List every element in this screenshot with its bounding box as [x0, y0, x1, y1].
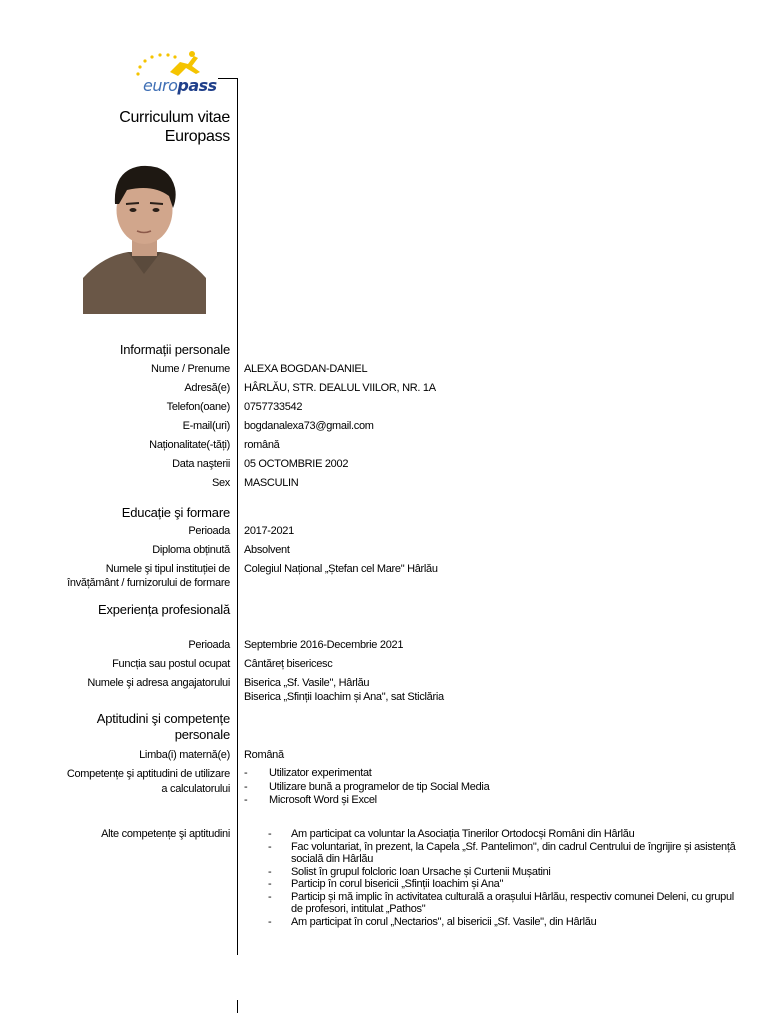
mother-tongue-label: Limba(i) maternă(e) — [139, 749, 230, 761]
list-item: - Am participat în corul „Nectarios", al bisericii „Sf. Vasile", din Hârlău — [268, 916, 738, 929]
position-value: Cântăreț bisericesc — [244, 658, 333, 670]
employer-label: Numele şi adresa angajatorului — [87, 677, 230, 689]
employer-value-line2: Biserica „Sfinții Ioachim și Ana", sat Sticlăria — [244, 691, 444, 703]
section-title-education: Educație şi formare — [121, 505, 230, 520]
list-item: - Fac voluntariat, în prezent, la Capela „Sf. Pantelimon", din cadrul Centrului de îngrijire și asistență socială din Hârlău — [268, 841, 738, 866]
list-item: - Particip în corul bisericii „Sfinții Ioachim și Ana" — [268, 878, 738, 891]
sex-value: MASCULIN — [244, 477, 299, 489]
experience-period-label: Perioada — [188, 639, 230, 651]
institution-label-line2: învățământ / furnizorului de formare — [67, 577, 230, 589]
mother-tongue-value: Română — [244, 749, 284, 761]
diploma-label: Diploma obținută — [152, 544, 230, 556]
list-item: - Am participat ca voluntar la Asociația Tinerilor Ortodocși Români din Hârlău — [268, 828, 738, 841]
employer-value-line1: Biserica „Sf. Vasile", Hârlău — [244, 677, 370, 689]
list-item: - Microsoft Word și Excel — [244, 794, 489, 808]
institution-value: Colegiul Național „Ștefan cel Mare" Hârlău — [244, 563, 438, 575]
list-item: - Utilizare bună a programelor de tip Social Media — [244, 781, 489, 795]
cv-title: Curriculum vitae Europass — [119, 109, 230, 145]
profile-photo — [83, 158, 206, 314]
list-item: - Particip și mă implic în activitatea culturală a orașului Hârlău, respectiv comunei Deleni, cu grupul de profesori, intitulat „Pathos" — [268, 891, 738, 916]
phone-label: Telefon(oane) — [166, 401, 230, 413]
section-title-experience: Experiența profesională — [98, 602, 230, 617]
nationality-label: Naționalitate(-tăți) — [149, 439, 230, 451]
section-title-personal: Informații personale — [119, 342, 230, 357]
education-period-label: Perioada — [188, 525, 230, 537]
section-title-skills: Aptitudini şi competențe personale — [96, 711, 230, 742]
name-label: Nume / Prenume — [151, 363, 230, 375]
other-skills-list — [268, 828, 738, 928]
diploma-value: Absolvent — [244, 544, 290, 556]
nationality-value: română — [244, 439, 280, 451]
sex-label: Sex — [211, 477, 230, 489]
computer-skills-list — [244, 767, 489, 808]
name-value: ALEXA BOGDAN-DANIEL — [244, 363, 368, 375]
email-label: E-mail(uri) — [182, 420, 230, 432]
birthdate-label: Data naşterii — [172, 458, 230, 470]
address-label: Adresă(e) — [184, 382, 230, 394]
list-item: - Utilizator experimentat — [244, 767, 489, 781]
computer-skills-label-line1: Competențe şi aptitudini de utilizare — [66, 768, 230, 780]
position-label: Funcția sau postul ocupat — [112, 658, 230, 670]
education-period-value: 2017-2021 — [244, 525, 294, 537]
footer-divider — [237, 1000, 238, 1013]
address-value: HÂRLĂU, STR. DEALUL VIILOR, NR. 1A — [244, 382, 436, 394]
other-skills-label: Alte competențe şi aptitudini — [101, 828, 230, 840]
phone-value: 0757733542 — [244, 401, 303, 413]
column-divider — [237, 78, 238, 955]
list-item: - Solist în grupul folcloric Ioan Ursache și Curtenii Mușatini — [268, 866, 738, 879]
experience-period-value: Septembrie 2016-Decembrie 2021 — [244, 639, 404, 651]
institution-label-line1: Numele şi tipul instituției de — [105, 563, 230, 575]
europass-wordmark: europass — [143, 76, 217, 95]
computer-skills-label-line2: a calculatorului — [161, 783, 230, 795]
header-rule — [218, 78, 238, 79]
birthdate-value: 05 OCTOMBRIE 2002 — [244, 458, 349, 470]
email-value: bogdanalexa73@gmail.com — [244, 420, 374, 432]
europass-logo — [130, 50, 226, 98]
